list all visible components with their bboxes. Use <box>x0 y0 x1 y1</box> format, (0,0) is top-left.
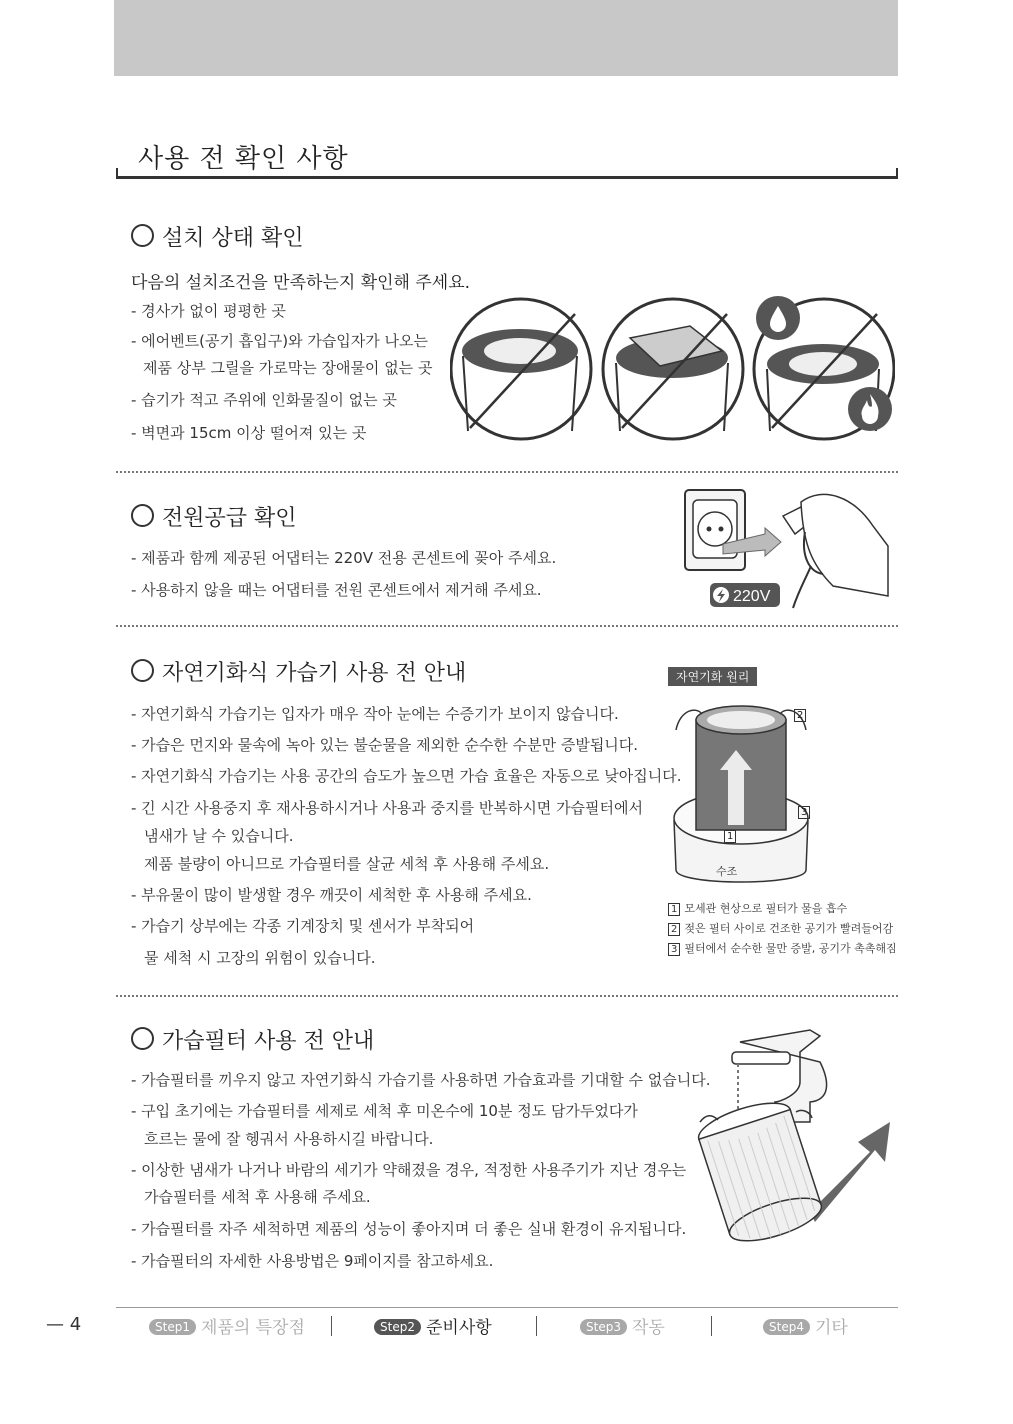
step-separator <box>331 1316 332 1336</box>
natural-bullet: - 가습기 상부에는 각종 기계장치 및 센서가 부착되어 <box>131 917 475 935</box>
power-outlet-illustration <box>683 486 893 614</box>
install-bullet: - 벽면과 15cm 이상 떨어져 있는 곳 <box>131 424 367 442</box>
step-pill: Step2 <box>374 1319 421 1335</box>
voltage-label: 220V <box>733 588 771 605</box>
natural-bullet: - 가습은 먼지와 물속에 녹아 있는 불순물을 제외한 순수한 수분만 증발됩니다. <box>131 736 639 754</box>
page-title: 사용 전 확인 사항 <box>138 144 349 174</box>
section-heading-natural <box>131 656 466 687</box>
level-surface-illustration <box>451 299 591 439</box>
section-heading-power <box>131 501 297 532</box>
title-rule <box>116 176 898 179</box>
page-number: — 4 <box>46 1314 82 1335</box>
marker-2: 2 <box>794 709 806 722</box>
step-pill: Step4 <box>763 1319 810 1335</box>
caption-1 <box>668 900 847 916</box>
natural-bullet: 제품 불량이 아니므로 가습필터를 살균 세척 후 사용해 주세요. <box>144 855 550 873</box>
section-heading-filter <box>131 1024 374 1055</box>
filter-bullet: - 가습필터를 자주 세척하면 제품의 성능이 좋아지며 더 좋은 실내 환경이 유지됩니다. <box>131 1220 687 1238</box>
heading-text: 가습필터 사용 전 안내 <box>162 1029 375 1054</box>
section-divider <box>116 471 898 473</box>
marker-3: 3 <box>798 806 810 819</box>
filter-bullet: 흐르는 물에 잘 헹궈서 사용하시길 바랍니다. <box>144 1130 434 1148</box>
step-nav-3[interactable] <box>580 1313 665 1338</box>
caption-3 <box>668 940 897 956</box>
install-bullet: 제품 상부 그릴을 가로막는 장애물이 없는 곳 <box>143 359 433 377</box>
water-drop-icon <box>756 296 800 340</box>
circle-bullet-icon <box>131 659 154 682</box>
step-separator <box>711 1316 712 1336</box>
tank-label: 수조 <box>716 865 738 878</box>
step-nav-4[interactable] <box>763 1313 848 1338</box>
step-label: 기타 <box>814 1318 848 1338</box>
natural-bullet: - 자연기화식 가습기는 사용 공간의 습도가 높으면 가습 효율은 자동으로 낮아집니다. <box>131 767 682 785</box>
obstacle-illustration <box>603 299 743 439</box>
power-bullet: - 사용하지 않을 때는 어댑터를 전원 콘센트에서 제거해 주세요. <box>131 581 542 599</box>
header-band <box>114 0 898 76</box>
step-label: 작동 <box>631 1318 665 1338</box>
install-bullet: - 에어벤트(공기 흡입구)와 가습입자가 나오는 <box>131 332 429 350</box>
heading-text: 설치 상태 확인 <box>162 226 304 251</box>
heading-text: 전원공급 확인 <box>162 506 297 531</box>
circle-bullet-icon <box>131 1027 154 1050</box>
install-intro: 다음의 설치조건을 만족하는지 확인해 주세요. <box>131 273 471 293</box>
step-separator <box>536 1316 537 1336</box>
step-nav-1[interactable] <box>149 1313 305 1338</box>
install-bullet: - 습기가 적고 주위에 인화물질이 없는 곳 <box>131 391 397 409</box>
circle-bullet-icon <box>131 224 154 247</box>
filter-bullet: 가습필터를 세척 후 사용해 주세요. <box>144 1188 371 1206</box>
filter-bullet: - 가습필터의 자세한 사용방법은 9페이지를 참고하세요. <box>131 1252 494 1270</box>
section-divider <box>116 625 898 627</box>
caption-marker: 2 <box>668 923 680 936</box>
humidity-fire-illustration <box>754 296 894 439</box>
install-illustrations <box>450 296 895 448</box>
filter-bullet: - 이상한 냄새가 나거나 바람의 세기가 약해졌을 경우, 적정한 사용주기가 지난 경우는 <box>131 1161 687 1179</box>
step-nav-2[interactable] <box>374 1313 492 1338</box>
caption-marker: 1 <box>668 903 680 916</box>
step-label: 준비사항 <box>425 1318 492 1338</box>
filter-bullet: - 구입 초기에는 가습필터를 세제로 세척 후 미온수에 10분 정도 담가두었다가 <box>131 1102 638 1120</box>
rule-tick-right <box>896 168 898 179</box>
circle-bullet-icon <box>131 504 154 527</box>
rule-tick-left <box>116 168 118 179</box>
caption-text: 젖은 필터 사이로 건조한 공기가 빨려들어감 <box>684 922 894 935</box>
fire-icon <box>848 387 892 431</box>
step-pill: Step3 <box>580 1319 627 1335</box>
caption-marker: 3 <box>668 943 680 956</box>
install-bullet: - 경사가 없이 평평한 곳 <box>131 302 286 320</box>
natural-bullet: 물 세척 시 고장의 위험이 있습니다. <box>144 949 376 967</box>
filter-bullet: - 가습필터를 끼우지 않고 자연기화식 가습기를 사용하면 가습효과를 기대할 수 없습니다. <box>131 1071 711 1089</box>
diagram-label: 자연기화 원리 <box>668 667 757 686</box>
footer-rule <box>116 1307 898 1308</box>
caption-text: 모세관 현상으로 필터가 물을 흡수 <box>684 902 848 915</box>
natural-bullet: - 부유물이 많이 발생할 경우 깨끗이 세척한 후 사용해 주세요. <box>131 886 532 904</box>
power-bullet: - 제품과 함께 제공된 어댑터는 220V 전용 콘센트에 꽂아 주세요. <box>131 549 557 567</box>
natural-bullet: - 긴 시간 사용중지 후 재사용하시거나 사용과 중지를 반복하시면 가습필터에서 <box>131 799 644 817</box>
section-divider <box>116 995 898 997</box>
heading-text: 자연기화식 가습기 사용 전 안내 <box>162 661 467 686</box>
caption-text: 필터에서 순수한 물만 증발, 공기가 촉촉해짐 <box>684 942 897 955</box>
natural-bullet: 냄새가 날 수 있습니다. <box>144 827 294 845</box>
filter-wash-illustration <box>680 1022 890 1254</box>
caption-2 <box>668 920 893 936</box>
step-label: 제품의 특장점 <box>200 1318 305 1338</box>
marker-1: 1 <box>724 830 736 843</box>
section-heading-install <box>131 221 304 252</box>
natural-bullet: - 자연기화식 가습기는 입자가 매우 작아 눈에는 수증기가 보이지 않습니다. <box>131 705 619 723</box>
step-pill: Step1 <box>149 1319 196 1335</box>
lightning-icon <box>713 587 729 603</box>
